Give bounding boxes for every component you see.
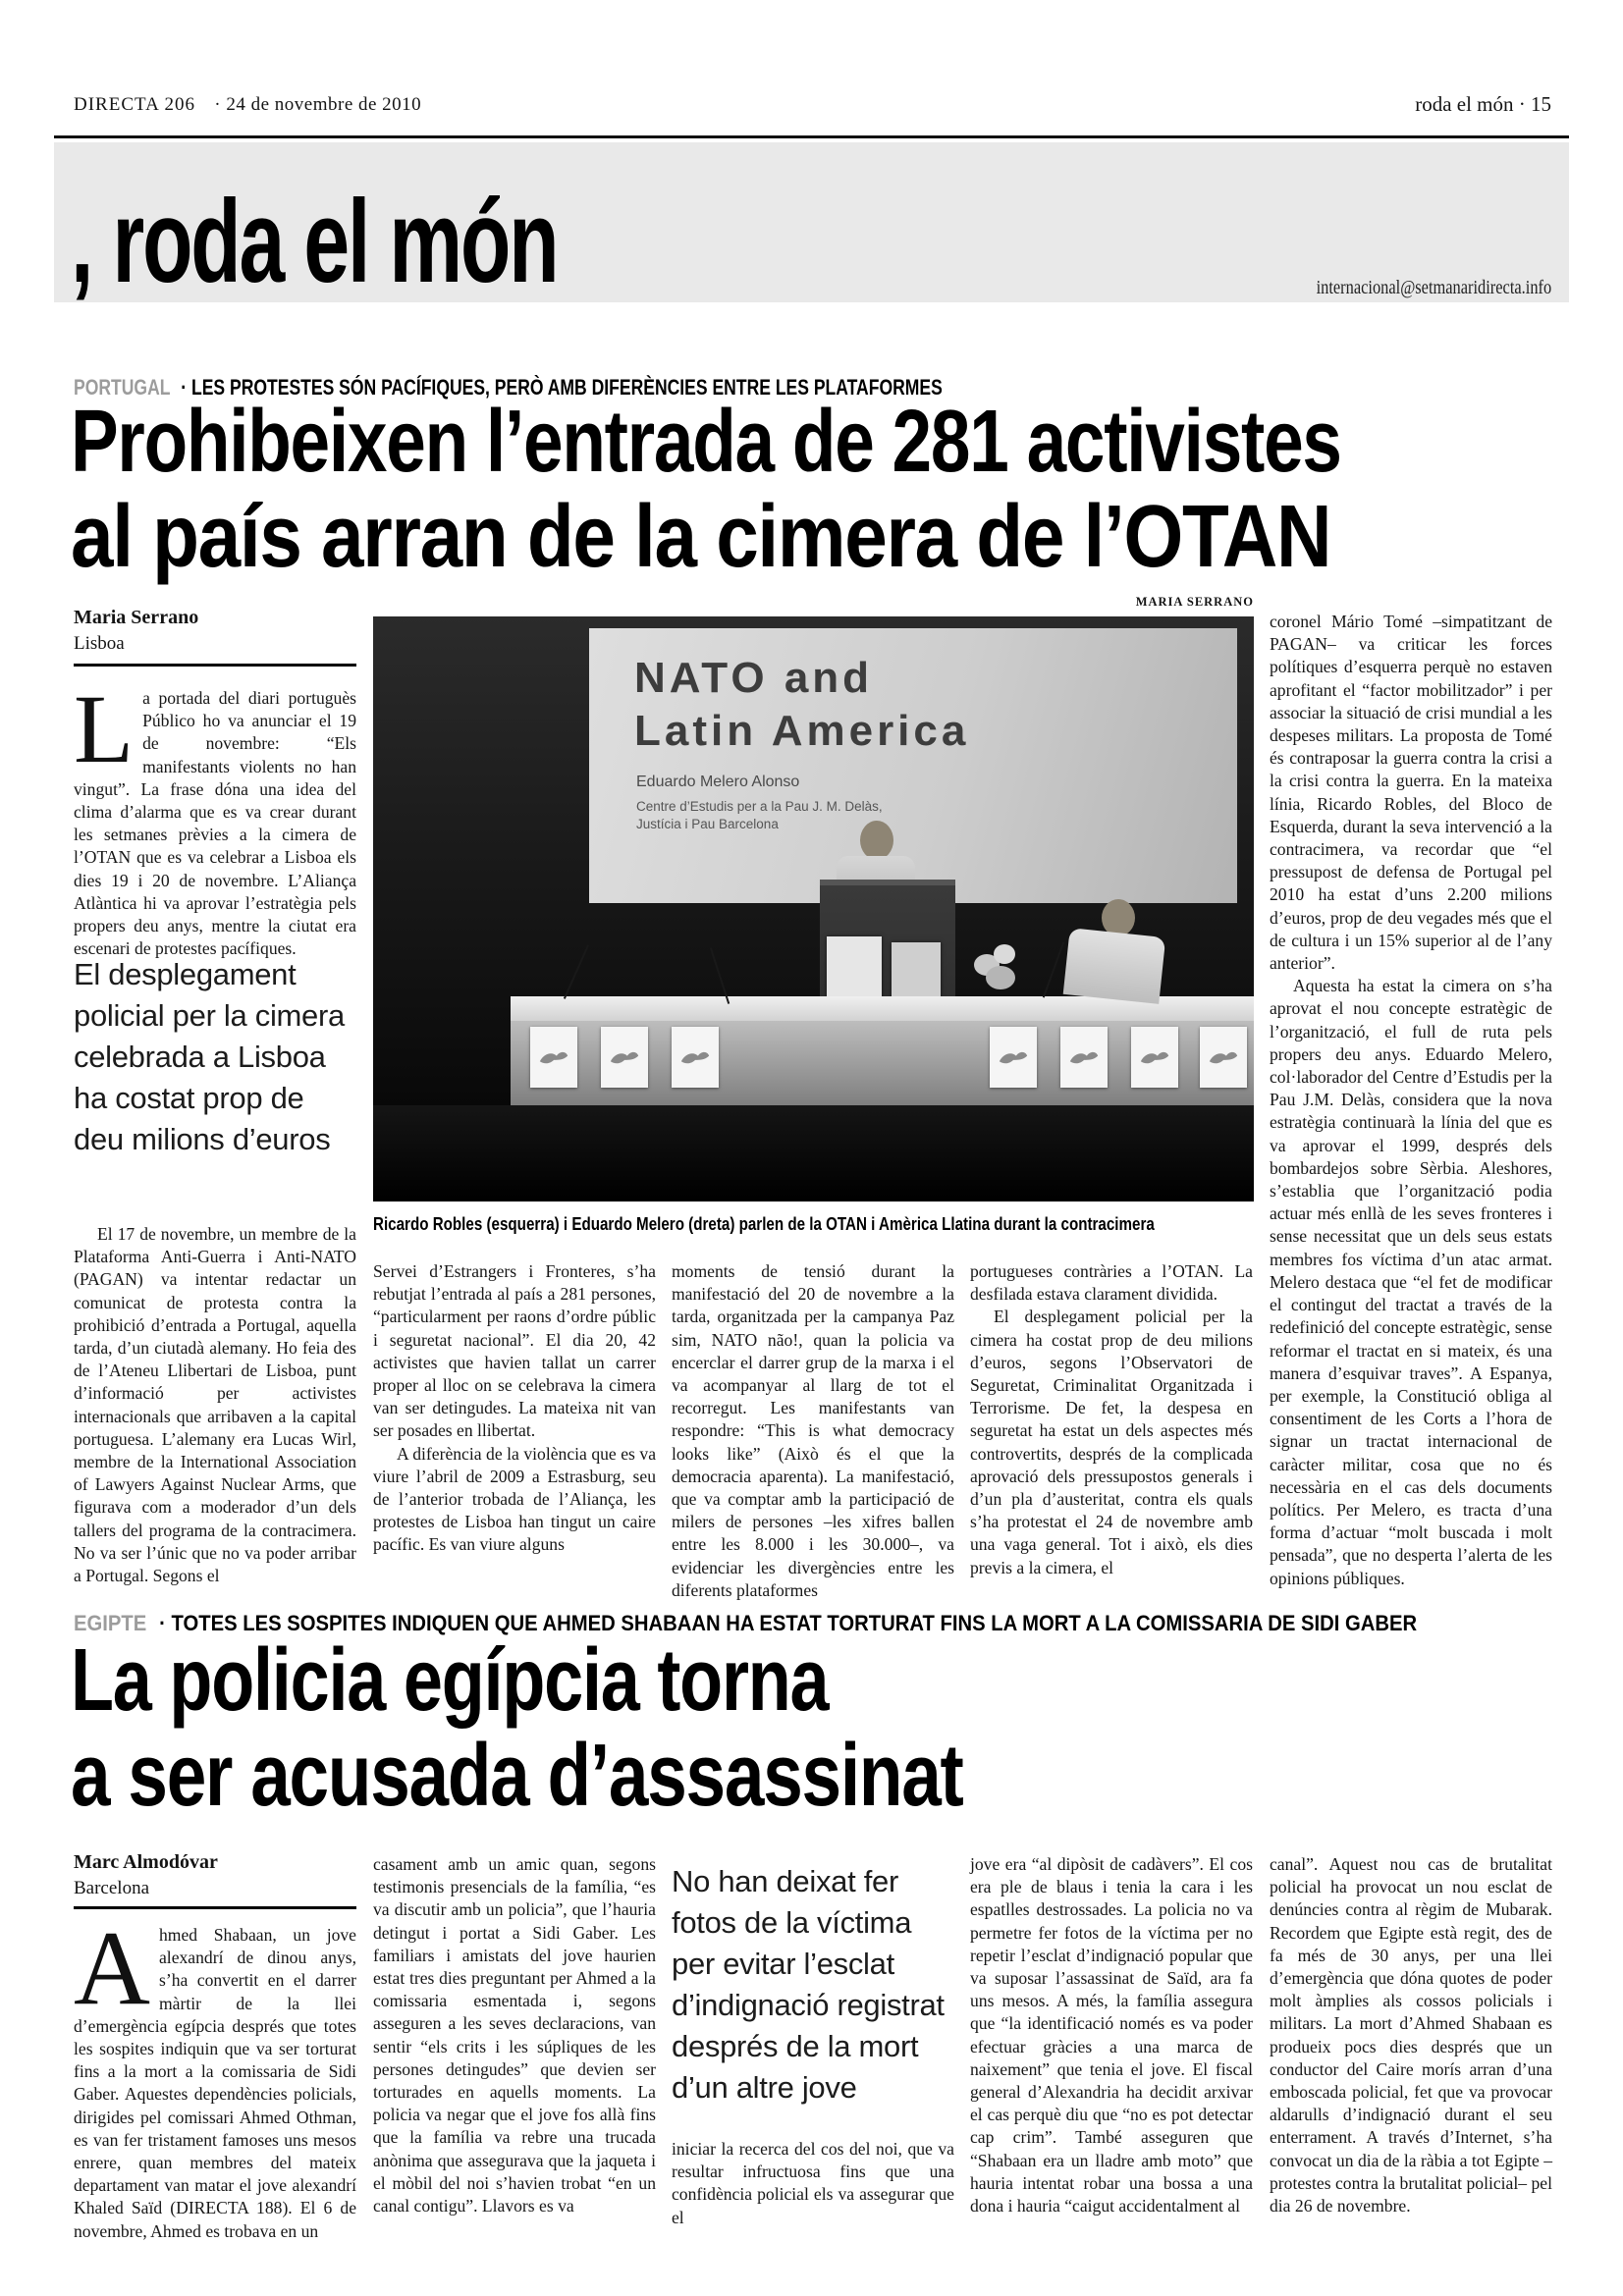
microphone-icon [1043, 941, 1064, 997]
article1-byline-rule [74, 664, 356, 667]
article2-byline-name: Marc Almodóvar [74, 1851, 218, 1873]
article1-pullquote: El desplegament policial per la cimera celebrada a Lisboa ha costat prop de deu milions d’euros [74, 957, 345, 1156]
dove-poster [990, 1027, 1037, 1088]
article1-col1-para1 [74, 674, 356, 960]
article1-col2-para1: Servei d’Estrangers i Fronteres, s’ha rebutjat l’entrada al país a 281 persones, “particularment per raons d’ordre públic i seguretat nacional”. El dia 20, 42 activistes que havien tallat un carrer proper al lloc on se celebrava la cimera van ser detingudes. La mateixa nit van ser posades en llibertat. [373, 1261, 656, 1441]
article2-col5: canal”. Aquest nou cas de brutalitat policial ha provocat un nou esclat de denúncies contra al règim de Mubarak. Recordem que Egipte està regit, des de fa més de 30 anys, per una llei d’emergència que dóna quotes de poder molt àmplies als cossos policials i militars. La mort d’Ahmed Shabaan es produeix pocs dies després que un conductor del Caire morís arran d’una emboscada policial, fet que va provocar aldarulls d’indignació durant el seu enterrament. A través d’Internet, s’ha convocat un dia de la ràbia a tot Egipte –protestes contra la brutalitat policial– pel dia 26 de novembre. [1270, 1854, 1552, 2216]
article1-col2 [373, 1260, 656, 1557]
dove-icon [1207, 1045, 1240, 1069]
article2-col2: casament amb un amic quan, segons testimonis presencials de la família, “es va discutir amb un policia”, que l’hauria detingut i portat a Sidi Gaber. Les familiars i amistats del jove haurien estat tres dies preguntant per Ahmed a la comissaria esmentada i, segons asseguren a les seves declaracions, van sentir “els crits i les súpliques de les persones detingudes” que devien ser torturades en aquells moments. La policia va negar que el jove fos allà fins que la família va rebre una trucada anònima que assegurava que la jaqueta i el mòbil del noi s’havien trobat “en un canal contigu”. Llavors es va [373, 1854, 656, 2216]
article2-kicker-tag: EGIPTE [74, 1611, 147, 1635]
slide-title-line1: NATO and [634, 654, 874, 702]
article1-headline [71, 395, 1623, 585]
article1-byline-place: Lisboa [74, 633, 125, 654]
article2-kicker-text: · TOTES LES SOSPITES INDIQUEN QUE AHMED SHABAAN HA ESTAT TORTURAT FINS LA MORT A LA COMISSARIA DE SIDI GABER [159, 1611, 1418, 1635]
section-email[interactable]: internacional@setmanaridirecta.info [1316, 277, 1551, 298]
dove-icon [678, 1045, 712, 1069]
speaker-standing-head [860, 821, 893, 860]
dove-icon [537, 1045, 570, 1069]
slide-title-line2: Latin America [634, 707, 970, 755]
speaker-seated-body [1063, 928, 1166, 1004]
article2-byline-place: Barcelona [74, 1878, 150, 1898]
dove-poster [530, 1027, 577, 1088]
slide-org-line1: Centre d’Estudis per a la Pau J. M. Delàs, [636, 799, 883, 814]
article1-col5-para2: Aquesta ha estat la cimera on s’ha aprovat el nou concepte estratègic de l’organització, el full de ruta pels propers deu anys. Eduardo Melero, col·laborador del Centre d’Estudis per la Pau J.M. Delàs, considera que la nova estratègia continuarà la línia del que es va aprovar el 1999, després dels bombardejos sobre Sèrbia. Aleshores, s’establia que l’organització podia actuar més enllà de les seves fronteres i sense necessitat que un dels seus estats membres fos víctima d’un atac armat. Melero destaca que “el fet de modificar el contingut del tractat a través de la redefinició del concepte estratègic, sense reformar el tractat en si mateix, és una manera d’esquivar traves”. A Espanya, per exemple, la Constitució obliga al consentiment de les Corts a l’hora de signar un tractat internacional de caràcter militar, cosa que no és necessària en el cas dels documents polítics. Per Melero, es tracta d’una forma d’actuar “molt buscada i molt pensada”, que no desperta l’alerta de les opinions públiques. [1270, 976, 1552, 1588]
article2-dropcap: A [74, 1910, 150, 2027]
article1-headline-line2: al país arran de la cimera de l’OTAN [71, 488, 1331, 586]
article1-headline-line1: Prohibeixen l’entrada de 281 activistes [71, 393, 1341, 491]
slide-title [634, 652, 969, 758]
flower-bouquet [986, 966, 1015, 989]
dove-icon [608, 1045, 641, 1069]
dove-poster [601, 1027, 648, 1088]
masthead-date: · 24 de novembre de 2010 [214, 94, 422, 115]
dove-poster [1200, 1027, 1247, 1088]
article1-col2-para2: A diferència de la violència que es va viure l’abril de 2009 a Estrasburg, seu de l’anterior trobada de l’Aliança, les protestes de Lisboa han tingut un caire pacífic. Es van viure alguns [373, 1443, 656, 1555]
article1-col5 [1270, 611, 1552, 1590]
article1-kicker-text: · LES PROTESTES SÓN PACÍFIQUES, PERÒ AMB DIFERÈNCIES ENTRE LES PLATAFORMES [181, 375, 943, 400]
section-title-wrap [71, 176, 766, 307]
article1-col1-para2: El 17 de novembre, un membre de la Plataforma Anti-Guerra i Anti-NATO (PAGAN) va intentar redactar un comunicat de protesta contra la prohibició d’entrada a Portugal, aquella tarda, d’un ciutadà alemany. Ho feia des de l’Ateneu Llibertari de Lisboa, punt d’informació per activistes internacionals que arribaven a la capital portuguesa. L’alemany era Lucas Wirl, membre de la International Association of Lawyers Against Nuclear Arms, que figurava com a moderador d’un dels tallers del programa de la contracimera. No va ser l’únic que no va poder arribar a Portugal. Segons el [74, 1224, 356, 1586]
article2-byline-rule [74, 1906, 356, 1909]
dove-poster [672, 1027, 719, 1088]
dove-poster [1131, 1027, 1178, 1088]
slide-info [636, 774, 883, 833]
dove-icon [997, 1045, 1030, 1069]
slide-speaker: Eduardo Melero Alonso [636, 774, 800, 790]
article1-col4-para2: El desplegament policial per la cimera ha costat prop de deu milions d’euros, segons l’Observatori de Seguretat, Criminalitat Organitzada i Terrorisme. De fet, la despesa en seguretat ha estat un dels aspectes més controvertits, després de la complicada aprovació dels pressupostos generals i d’un pla d’austeritat, contra els quals s’ha protestat el 24 de novembre amb una vaga general. Tot i això, els dies previs a la cimera, el [970, 1307, 1253, 1577]
section-title: , roda el món [71, 176, 558, 307]
article1-byline-name: Maria Serrano [74, 607, 199, 628]
article2-headline [71, 1633, 1172, 1824]
article1-col1-text: a portada del diari portuguès Público ho va anunciar el 19 de novembre: “Els manifestants violents no han vingut”. La frase dóna una idea del clima d’alarma que es va crear durant les setmanes prèvies a la cimera de l’OTAN que es va celebrar a Lisboa els dies 19 i 20 de novembre. L’Aliança Atlàntica hi va aprovar l’estratègia pels propers deu anys, mentre la ciutat era escenari de protestes pacífiques. [74, 688, 356, 959]
article2-headline-line2: a ser acusada d’assassinat [71, 1727, 963, 1825]
article2-col4: jove era “al dipòsit de cadàvers”. El cos era ple de blaus i tenia la cara i les espatlles destrossades. La policia no va permetre fer fotos de la víctima per no repetir l’esclat d’indignació popular que va suposar l’assassinat de Saïd, ara fa uns mesos. A més, la família assegura que “la identificació només es va poder efectuar gràcies a una marca de naixement” que tenia el jove. El fiscal general d’Alexandria ha decidit arxivar el cas perquè diu que “no es pot detectar cap crim”. També asseguren que “Shabaan era un lladre amb moto” que hauria intentat robar una bossa a una dona i hauria “caigut accidentalment al [970, 1854, 1253, 2216]
dove-poster [1060, 1027, 1108, 1088]
article1-col3: moments de tensió durant la manifestació del 20 de novembre a la tarda, organitzada per la campanya Paz sim, NATO não!, quan la policia va encerclar el darrer grup de la marxa i el va acompanyar al llarg de tot el recorregut. Les manifestants van respondre: “This is what democracy looks like” (Això és el que la democracia aparenta). La manifestació, que va comptar amb la participació de milers de persones –les xifres ballen entre les 8.000 i les 30.000–, va evidenciar les divergències entre les diferents plataformes [672, 1261, 954, 1600]
article1-caption-wrap [373, 1213, 1325, 1235]
slide-org-line2: Justícia i Pau Barcelona [636, 817, 779, 831]
flower-bouquet [994, 944, 1015, 964]
article1-kicker-tag: PORTUGAL [74, 375, 171, 400]
article2-col3: iniciar la recerca del cos del noi, que va resultar infructuosa fins que una confidència policial els va assegurar que el [672, 2139, 954, 2227]
masthead-section-page: roda el món · 15 [1415, 92, 1551, 116]
article1-photo [373, 616, 1254, 1201]
masthead-rule [54, 135, 1569, 138]
article2-headline-line1: La policia egípcia torna [71, 1631, 829, 1730]
article1-col5-para1: coronel Mário Tomé –simpatitzant de PAGAN– va criticar les forces polítiques d’esquerra perquè no estaven aprofitant el “factor mobilitzador” i per associar la situació de crisi mundial a les despeses militars. La proposta de Tomé és contraposar la guerra contra la crisi a la crisi contra la guerra. En la mateixa línia, Ricardo Robles, del Bloco de Esquerda, durant la seva intervenció a la contracimera, va recordar que “el pressupost de defensa de Portugal pel 2010 ha estat d’uns 2.200 milions d’euros, prop de deu vegades més que el de cultura i un 15% superior al de l’any anterior”. [1270, 612, 1552, 974]
microphone-icon [564, 944, 589, 999]
article2-pullquote: No han deixat fer fotos de la víctima per evitar l’esclat d’indignació registrat després de la mort d’un altre jove [672, 1864, 945, 2105]
article2-col1 [74, 1910, 356, 2243]
dove-icon [1067, 1045, 1101, 1069]
article1-caption: Ricardo Robles (esquerra) i Eduardo Melero (dreta) parlen de la OTAN i Amèrica Llatina durant la contracimera [373, 1213, 1155, 1234]
section-email-wrap [962, 277, 1551, 299]
masthead-left [74, 94, 421, 116]
article2-col1-text: hmed Shabaan, un jove alexandrí de dinou anys, s’ha convertit en el darrer màrtir de la llei d’emergència egípcia després que totes les sospites indiquin que va ser torturat fins a la mort a la comissaria de Sidi Gaber. Aquestes dependències policials, dirigides pel comissari Ahmed Othman, es van fer tristament famoses uns mesos enrere, quan membres del mateix departament van matar el jove alexandrí Khaled Saïd (DIRECTA 188). El 6 de novembre, Ahmed es trobava en un [74, 1925, 356, 2241]
article1-col4-para1: portugueses contràries a l’OTAN. La desfilada estava clarament dividida. [970, 1261, 1253, 1305]
stage-floor [373, 1105, 1254, 1201]
masthead-publication: DIRECTA 206 [74, 94, 196, 115]
article1-col4 [970, 1260, 1253, 1579]
article1-photo-credit: MARIA SERRANO [1135, 595, 1254, 609]
dove-icon [1138, 1045, 1171, 1069]
article1-dropcap: L [74, 674, 135, 783]
